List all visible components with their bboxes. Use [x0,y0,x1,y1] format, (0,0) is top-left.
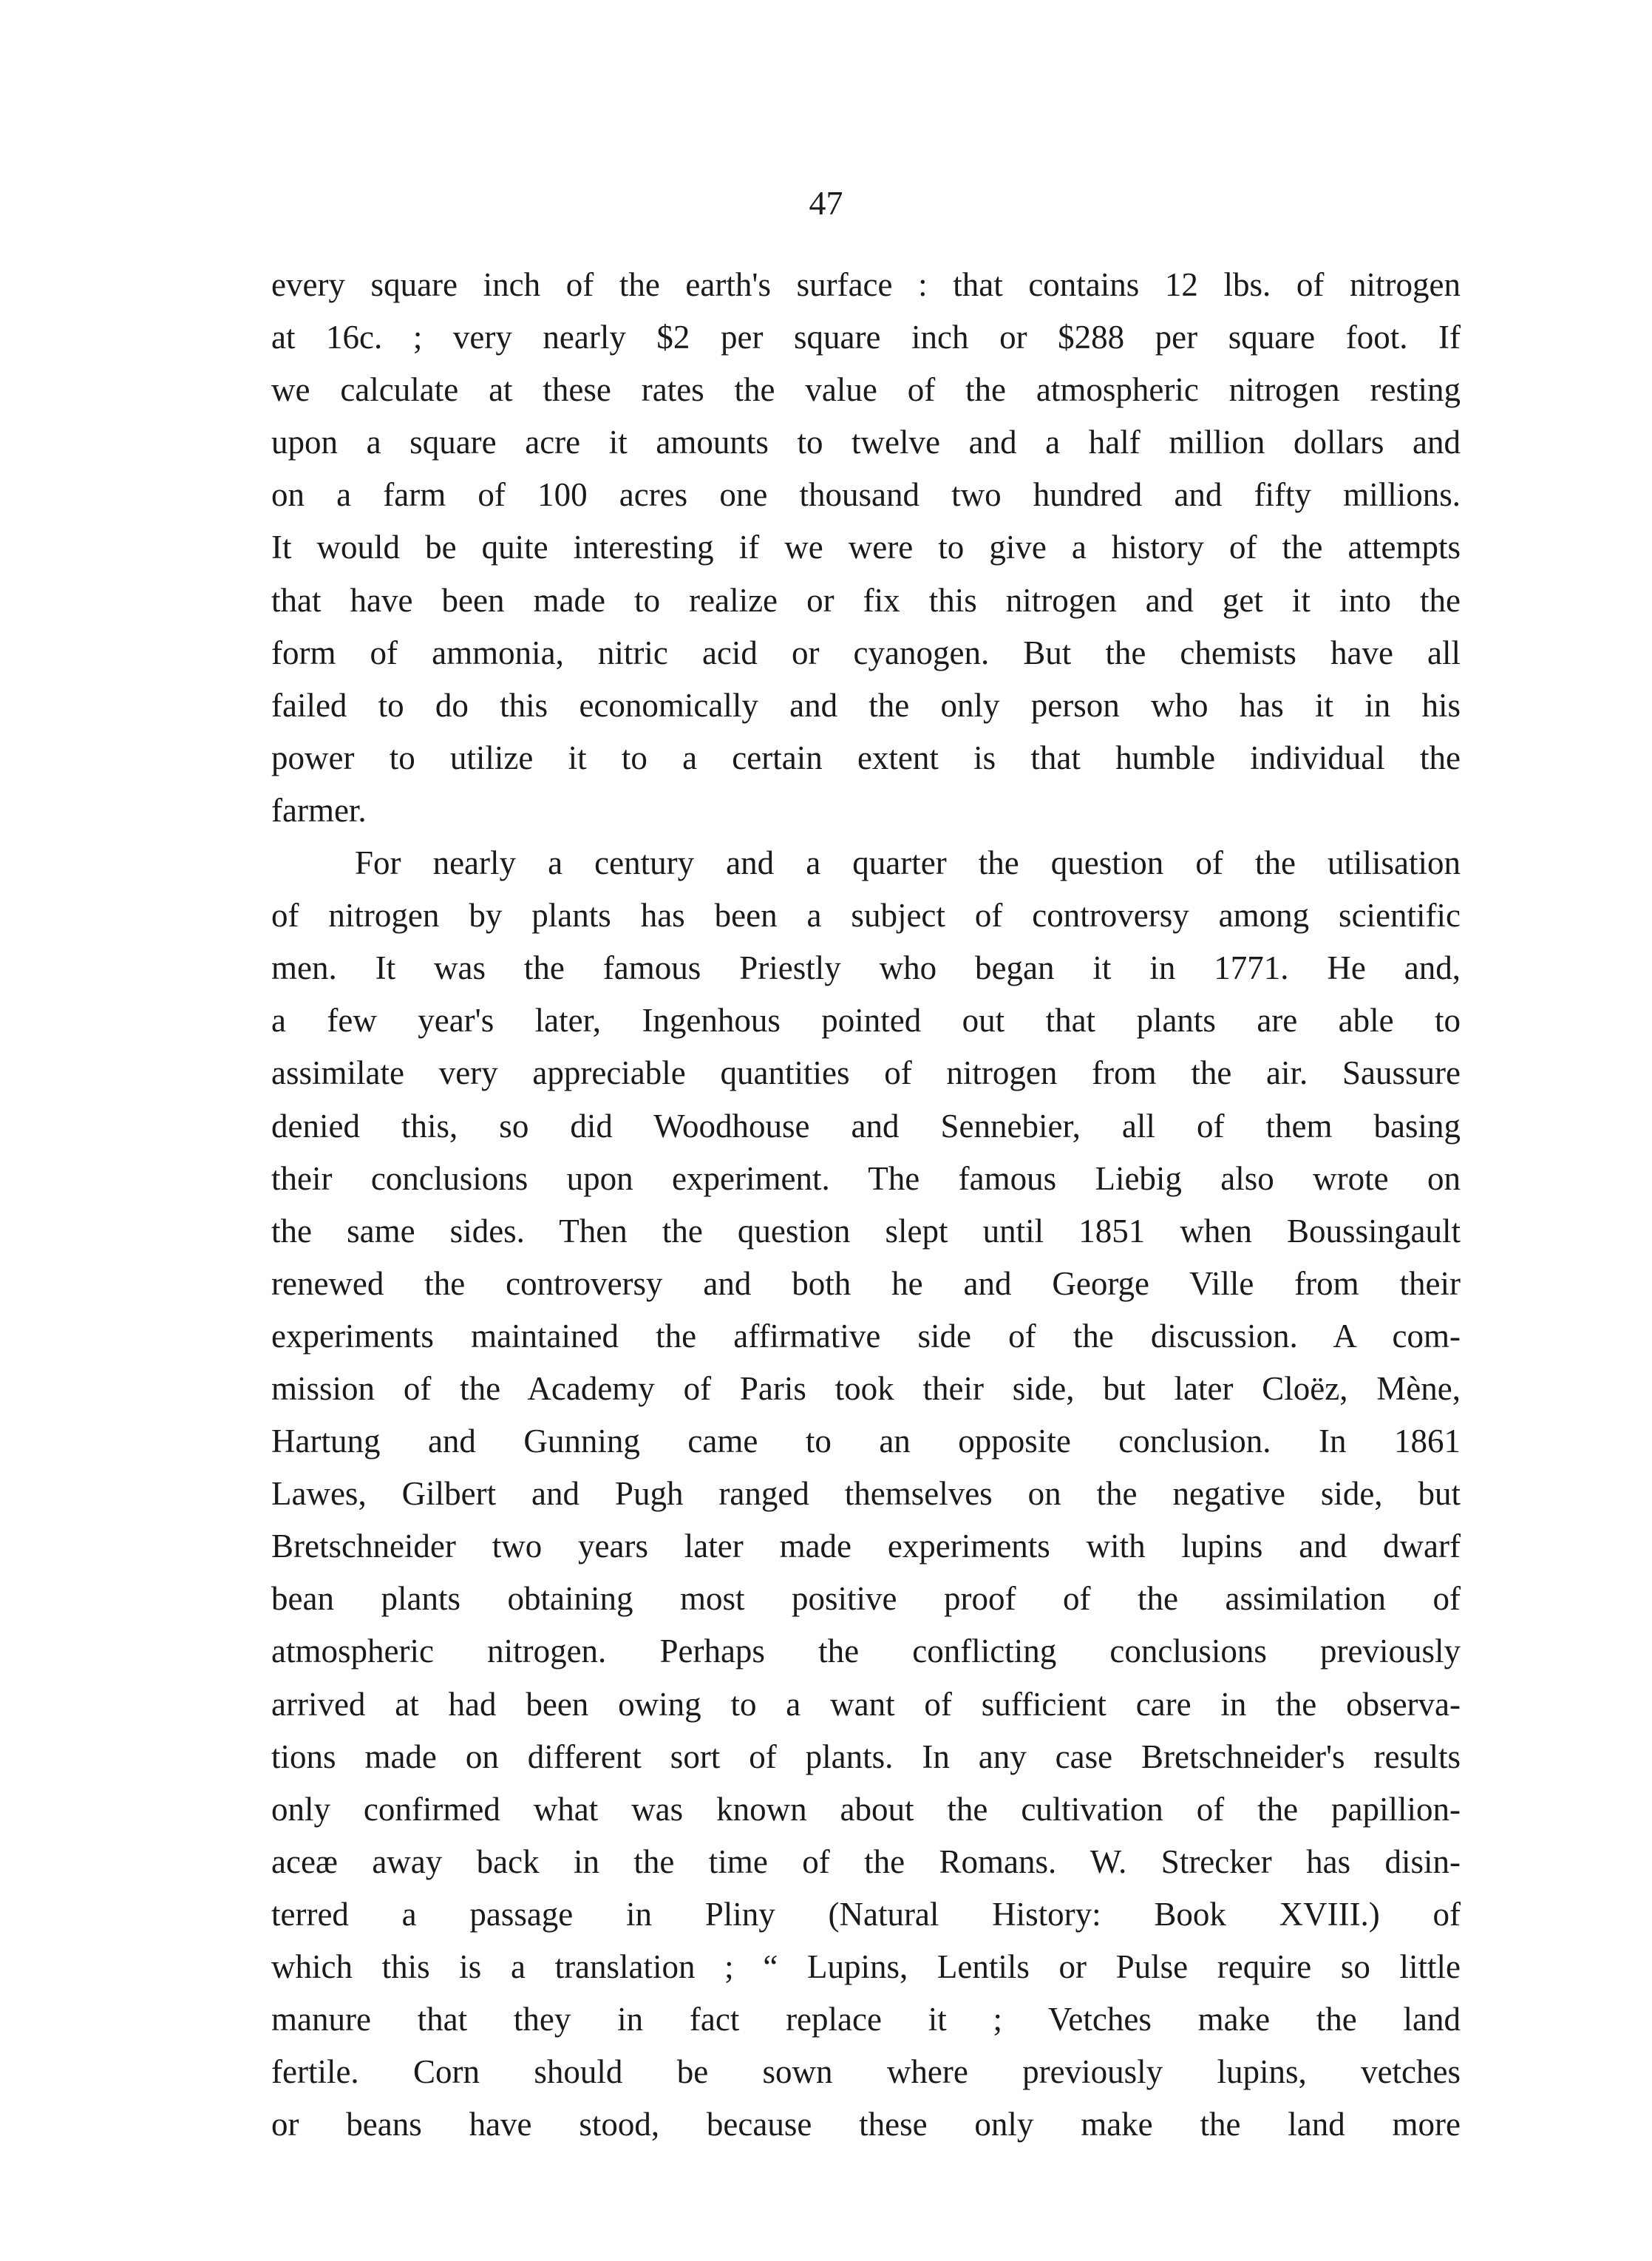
text-line: upon a square acre it amounts to twelve and a half million dollars and [271,424,1461,461]
text-line: assimilate very appreciable quantities of nitrogen from the air. Saussure [271,1054,1461,1092]
text-line: fertile. Corn should be sown where previously lupins, vetches [271,2053,1461,2091]
text-line: manure that they in fact replace it ; Vetches make the land [271,2001,1461,2038]
text-line: aceæ away back in the time of the Romans. W. Strecker has disin- [271,1843,1461,1880]
text-line: only confirmed what was known about the cultivation of the papillion- [271,1790,1461,1828]
text-line: power to utilize it to a certain extent is that humble individual the [271,739,1461,776]
paragraph [271,837,1461,2151]
text-line: failed to do this economically and the only person who has it in his [271,686,1461,724]
text-line: at 16c. ; very nearly $2 per square inch or $288 per square foot. If [271,319,1461,356]
text-line: form of ammonia, nitric acid or cyanogen. But the chemists have all [271,634,1461,671]
text-line: that have been made to realize or fix this nitrogen and get it into the [271,581,1461,619]
text-line: bean plants obtaining most positive proof of the assimilation of [271,1580,1461,1618]
text-line: on a farm of 100 acres one thousand two hundred and fifty millions. [271,476,1461,514]
text-line: renewed the controversy and both he and George Ville from their [271,1264,1461,1302]
text-line: of nitrogen by plants has been a subject of controversy among scientific [271,897,1461,935]
text-line: Bretschneider two years later made experiments with lupins and dwarf [271,1528,1461,1565]
text-line: the same sides. Then the question slept until 1851 when Boussingault [271,1212,1461,1250]
text-line: experiments maintained the affirmative side of the discussion. A com- [271,1317,1461,1355]
body-text [271,259,1461,2151]
page-number: 47 [809,184,843,222]
text-line: every square inch of the earth's surface : that contains 12 lbs. of nitrogen [271,266,1461,303]
text-line: we calculate at these rates the value of the atmospheric nitrogen resting [271,371,1461,409]
text-line: denied this, so did Woodhouse and Sennebier, all of them basing [271,1107,1461,1145]
text-line: For nearly a century and a quarter the question of the utilisation [355,844,1461,882]
text-line: a few year's later, Ingenhous pointed out that plants are able to [271,1002,1461,1040]
text-line: which this is a translation ; “ Lupins, Lentils or Pulse require so little [271,1948,1461,1985]
text-line: tions made on different sort of plants. In any case Bretschneider's results [271,1738,1461,1775]
text-line: arrived at had been owing to a want of sufficient care in the observa- [271,1685,1461,1723]
text-line: atmospheric nitrogen. Perhaps the conflicting conclusions previously [271,1633,1461,1670]
text-line: Lawes, Gilbert and Pugh ranged themselves on the negative side, but [271,1475,1461,1513]
text-line: Hartung and Gunning came to an opposite conclusion. In 1861 [271,1423,1461,1460]
text-line: their conclusions upon experiment. The famous Liebig also wrote on [271,1159,1461,1197]
paragraph [271,259,1461,837]
text-line: farmer. [271,791,367,829]
text-line: mission of the Academy of Paris took their side, but later Cloëz, Mène, [271,1369,1461,1407]
text-line: men. It was the famous Priestly who began it in 1771. He and, [271,949,1461,987]
text-line: terred a passage in Pliny (Natural History: Book XVIII.) of [271,1895,1461,1933]
text-line: or beans have stood, because these only make the land more [271,2106,1461,2143]
text-line: It would be quite interesting if we were to give a history of the attempts [271,529,1461,566]
